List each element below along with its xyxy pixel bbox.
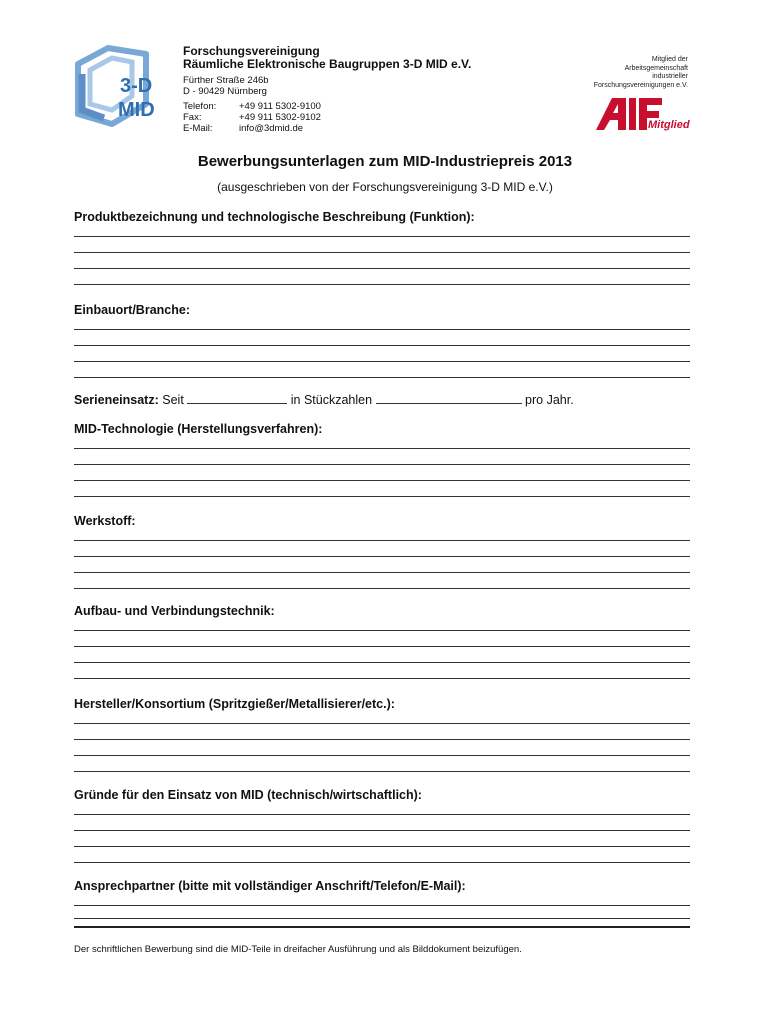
contact-block	[183, 101, 321, 134]
answer-line[interactable]	[74, 814, 690, 815]
contact-phone-label: Telefon:	[183, 101, 217, 112]
contact-email-label: E-Mail:	[183, 123, 213, 134]
member-line: Arbeitsgemeinschaft	[624, 64, 688, 72]
footer-note: Der schriftlichen Bewerbung sind die MID-Teile in dreifacher Ausführung und als Bilddokument beizufügen.	[74, 944, 522, 955]
aif-logo	[596, 96, 692, 132]
contact-fax	[183, 112, 321, 123]
footer-divider	[74, 926, 690, 928]
org-name-line2: Räumliche Elektronische Baugruppen 3-D MID e.V.	[183, 57, 472, 71]
answer-line[interactable]	[74, 846, 690, 847]
section-label-hersteller: Hersteller/Konsortium (Spritzgießer/Metallisierer/etc.):	[74, 697, 395, 711]
answer-line[interactable]	[74, 678, 690, 679]
answer-line[interactable]	[74, 268, 690, 269]
answer-line[interactable]	[74, 662, 690, 663]
contact-email-value: info@3dmid.de	[239, 123, 304, 134]
page-subtitle: (ausgeschrieben von der Forschungsvereinigung 3-D MID e.V.)	[217, 180, 553, 194]
answer-line[interactable]	[74, 540, 690, 541]
member-line: Forschungsvereinigungen e.V.	[593, 81, 688, 89]
answer-line[interactable]	[74, 572, 690, 573]
section-label-product: Produktbezeichnung und technologische Beschreibung (Funktion):	[74, 210, 475, 224]
member-line: Mitglied der	[651, 56, 688, 63]
serie-stueck: in Stückzahlen	[290, 393, 373, 407]
answer-line[interactable]	[74, 862, 690, 863]
serie-seit-field[interactable]	[187, 393, 287, 404]
answer-line[interactable]	[74, 448, 690, 449]
member-line: industrieller	[652, 73, 688, 80]
serie-row	[74, 393, 574, 407]
answer-line[interactable]	[74, 236, 690, 237]
answer-line[interactable]	[74, 771, 690, 772]
contact-fax-value: +49 911 5302-9102	[239, 112, 321, 123]
section-label-einbauort: Einbauort/Branche:	[74, 303, 190, 317]
serie-jahr: pro Jahr.	[525, 393, 574, 407]
contact-phone	[183, 101, 321, 112]
address-street: Fürther Straße 246b	[183, 75, 269, 86]
answer-line[interactable]	[74, 377, 690, 378]
mid-logo	[68, 44, 168, 130]
section-label-aufbau: Aufbau- und Verbindungstechnik:	[74, 604, 275, 618]
section-label-technologie: MID-Technologie (Herstellungsverfahren):	[74, 422, 323, 436]
answer-line[interactable]	[74, 464, 690, 465]
contact-email	[183, 123, 321, 134]
answer-line[interactable]	[74, 345, 690, 346]
section-label-ansprechpartner: Ansprechpartner (bitte mit vollständiger Anschrift/Telefon/E-Mail):	[74, 879, 466, 893]
answer-line[interactable]	[74, 480, 690, 481]
answer-line[interactable]	[74, 361, 690, 362]
serie-stueck-field[interactable]	[376, 393, 522, 404]
answer-line[interactable]	[74, 723, 690, 724]
section-label-werkstoff: Werkstoff:	[74, 514, 136, 528]
answer-line[interactable]	[74, 252, 690, 253]
org-name-line1: Forschungsvereinigung	[183, 44, 320, 58]
answer-line[interactable]	[74, 918, 690, 919]
serie-label: Serieneinsatz:	[74, 393, 159, 407]
aif-member-text: Mitglied	[648, 119, 690, 131]
serie-seit: Seit	[162, 393, 184, 407]
answer-line[interactable]	[74, 556, 690, 557]
logo-text-3d: 3-D	[120, 75, 153, 97]
page-title: Bewerbungsunterlagen zum MID-Industriepreis 2013	[197, 153, 573, 170]
answer-line[interactable]	[74, 630, 690, 631]
contact-phone-value: +49 911 5302-9100	[239, 101, 321, 112]
answer-line[interactable]	[74, 755, 690, 756]
answer-line[interactable]	[74, 329, 690, 330]
answer-line[interactable]	[74, 284, 690, 285]
member-note	[538, 56, 688, 90]
answer-line[interactable]	[74, 739, 690, 740]
address-city: D - 90429 Nürnberg	[183, 86, 267, 97]
answer-line[interactable]	[74, 496, 690, 497]
section-label-gruende: Gründe für den Einsatz von MID (technisch/wirtschaftlich):	[74, 788, 422, 802]
answer-line[interactable]	[74, 830, 690, 831]
logo-text-mid: MID	[118, 99, 155, 121]
answer-line[interactable]	[74, 588, 690, 589]
answer-line[interactable]	[74, 646, 690, 647]
contact-fax-label: Fax:	[183, 112, 202, 123]
answer-line[interactable]	[74, 905, 690, 906]
